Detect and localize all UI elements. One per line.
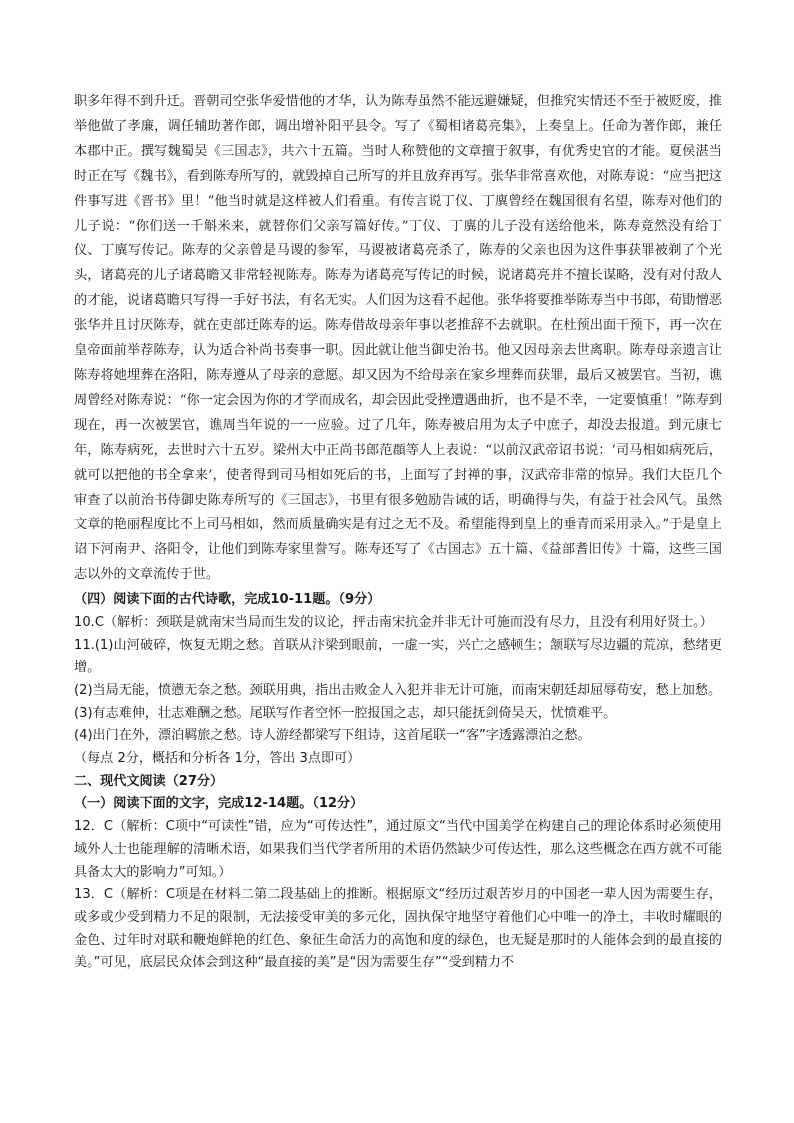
answer-12: 12．C（解析：C项中“可读性”错，应为“可传达性”，通过原文“当代中国美学在构建自己的理论体系时必须使用域外人士也能理解的清晰术语，如果我们当代学者所用的术语仍然缺少可传达性，那么这些概念在西方就不可能具备太大的影响力”可知。） xyxy=(74,819,722,880)
answer-11-point-2: (2)当局无能，愤懑无奈之愁。颈联用典，指出击败金人入犯并非无计可施，而南宋朝廷却屈辱苟安，愁上加愁。 xyxy=(74,682,722,698)
answer-11-point-4: (4)出门在外，漂泊羁旅之愁。诗人游经都梁写下组诗，这首尾联一“客”字透露漂泊之愁。 xyxy=(74,728,591,744)
scoring-note: （每点 2分，概括和分析各 1分，答出 3点即可） xyxy=(74,751,361,767)
answer-13: 13．C（解析：C项是在材料二第二段基础上的推断。根据原文“经历过艰苦岁月的中国老一辈人因为需要生存，或多或少受到精力不足的限制，无法接受审美的多元化，固执保守地坚守着他们心中唯一的净土，丰收时耀眼的金色、过年时对联和鞭炮鲜艳的红色、象征生命活力的高饱和度的绿色，也无疑是那时的人能体会到的最直接的美。”可见，底层民众体会到这种“最直接的美”是“因为需要生存”“受到精力不 xyxy=(74,887,722,971)
translation-paragraph: 职多年得不到升迁。晋朝司空张华爱惜他的才华，认为陈寿虽然不能远避嫌疑，但推究实情还不至于被贬废，推举他做了孝廉，调任辅助著作郎，调出增补阳平县令。写了《蜀相诸葛亮集》，上奏皇上。任命为著作郎，兼任本郡中正。撰写魏蜀吴《三国志》，共六十五篇。当时人称赞他的文章擅于叙事，有优秀史官的才能。夏侯湛当时正在写《魏书》，看到陈寿所写的，就毁掉自己所写的并且放弃再写。张华非常喜欢他，对陈寿说：“应当把这件事写进《晋书》里！”他当时就是这样被人们看重。有传言说丁仪、丁廙曾经在魏国很有名望，陈寿对他们的儿子说：“你们送一千斛米来，就替你们父亲写篇好传。”丁仪、丁廙的儿子没有送给他米，陈寿竟然没有给丁仪、丁廙写传记。陈寿的父亲曾是马谡的参军，马谡被诸葛亮杀了，陈寿的父亲也因为这件事获罪被剃了个光头，诸葛亮的儿子诸葛瞻又非常轻视陈寿。陈寿为诸葛亮写传记的时候，说诸葛亮并不擅长谋略，没有对付敌人的才能，说诸葛瞻只写得一手好书法，有名无实。人们因为这看不起他。张华将要推举陈寿当中书郎，荀勖憎恶张华并且讨厌陈寿，就在吏部迁陈寿的运。陈寿借故母亲年事以老推辞不去就职。在杜预出面干预下，再一次在皇帝面前举荐陈寿，认为适合补尚书奏事一职。因此就让他当御史治书。他又因母亲去世离职。陈寿母亲遗言让陈寿将她埋葬在洛阳，陈寿遵从了母亲的意愿。却又因为不给母亲在家乡埋葬而获罪，最后又被罢官。当初，谯周曾经对陈寿说：“你一定会因为你的才学而成名，却会因此受挫遭遇曲折，也不是不幸，一定要慎重！”陈寿到现在，再一次被罢官，谯周当年说的一一应验。过了几年，陈寿被启用为太子中庶子，却没去报道。到元康七年，陈寿病死，去世时六十五岁。梁州大中正尚书郎范頵等人上表说：“以前汉武帝诏书说：‘司马相如病死后，就可以把他的书全拿来’，使者得到司马相如死后的书，上面写了封禅的事，汉武帝非常的惊异。我们大臣几个审查了以前治书侍御史陈寿所写的《三国志》，书里有很多勉励告诫的话，明确得与失，有益于社会风气。虽然文章的艳丽程度比不上司马相如，然而质量确实是有过之无不及。希望能得到皇上的垂青而采用录入。”于是皇上诏下河南尹、洛阳令，让他们到陈寿家里誊写。陈寿还写了《古国志》五十篇、《益部耆旧传》十篇，这些三国志以外的文章流传于世。 xyxy=(74,94,722,583)
answer-11-point-3: (3)有志难伸，壮志难酬之愁。尾联写作者空怀一腔报国之志，却只能抚剑倚吴天，忧愤难平。 xyxy=(74,705,617,721)
section-heading-reading-1: （一）阅读下面的文字，完成12-14题。（12分） xyxy=(74,796,364,812)
document-page xyxy=(74,90,722,975)
answer-10: 10.C（解析：颈联是就南宋当局而生发的议论，抨击南宋抗金并非无计可施而没有尽力，且没有利用好贤士。） xyxy=(74,614,713,630)
section-heading-modern-reading: 二、现代文阅读（27分） xyxy=(74,773,224,789)
section-heading-poetry: （四）阅读下面的古代诗歌，完成10-11题。（9分） xyxy=(74,592,381,608)
answer-11-point-1: 11.(1)山河破碎，恢复无期之愁。首联从汴梁到眼前，一虚一实，兴亡之感顿生；颔联写尽边疆的荒凉，愁绪更增。 xyxy=(74,637,722,676)
answer-section xyxy=(74,589,722,975)
